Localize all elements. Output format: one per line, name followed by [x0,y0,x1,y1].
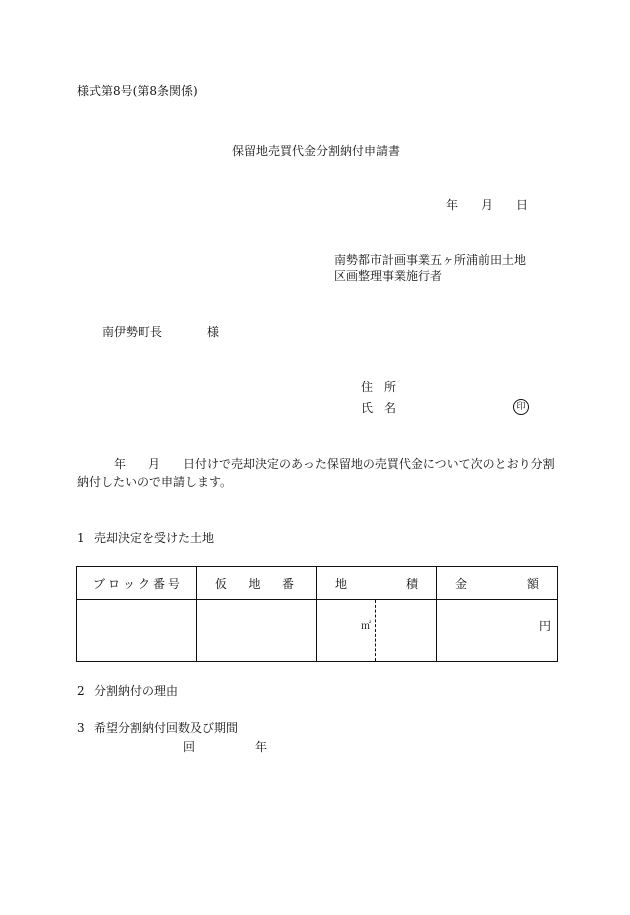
cell-amount[interactable] [437,600,558,662]
land-table [76,566,558,662]
section-3-times-unit: 回 [183,740,196,754]
header-block-number-char: ク [137,576,150,591]
address-label-2: 所 [384,380,397,394]
section-2-number: 2 [77,684,85,698]
cell-area[interactable] [317,600,437,662]
header-area-char: 地 [335,576,348,591]
header-block-number-char: 番 [152,576,165,591]
header-provisional-lot [197,567,317,600]
section-1-number: 1 [77,531,85,545]
cell-provisional-lot[interactable] [197,600,317,662]
section-3-title: 希望分割納付回数及び期間 [94,721,239,735]
header-amount-char: 額 [526,576,539,591]
address-label-1: 住 [361,380,374,394]
header-block-number-char: ッ [122,576,135,591]
header-area [317,567,437,600]
header-provisional-lot-char: 番 [281,576,294,591]
section-2-title: 分割納付の理由 [94,684,179,698]
header-amount [437,567,558,600]
recipient-name: 南伊勢町長 [102,325,163,339]
area-divider [375,600,376,661]
section-3-number: 3 [77,721,85,735]
name-label-2: 名 [384,401,397,415]
seal-mark: 印 [513,399,529,415]
body-year: 年 [114,457,127,471]
document-title: 保留地売買代金分割納付申請書 [232,144,401,158]
body-line-1: 日付けで売却決定のあった保留地の売買代金について次のとおり分割 [183,457,555,471]
header-block-number [77,567,197,600]
recipient-honorific: 様 [207,325,220,339]
amount-unit: 円 [538,619,551,633]
section-3-years-unit: 年 [255,740,268,754]
issuer-line-1: 南勢都市計画事業五ヶ所浦前田土地 [334,253,527,267]
body-month: 月 [148,457,161,471]
header-area-char: 積 [405,576,418,591]
header-amount-char: 金 [455,576,468,591]
header-block-number-char: ロ [107,576,120,591]
header-provisional-lot-char: 仮 [215,576,228,591]
body-line-2: 納付したいので申請します。 [77,475,233,489]
date-year: 年 [446,198,459,212]
land-table-header-row [77,567,558,600]
name-label-1: 氏 [361,401,374,415]
area-unit: ㎡ [361,621,371,632]
header-block-number-char: ブ [93,576,106,591]
land-table-row [77,600,558,662]
header-provisional-lot-char: 地 [248,576,261,591]
date-month: 月 [481,198,494,212]
header-block-number-char: 号 [167,576,180,591]
form-number: 様式第8号(第8条関係) [77,84,198,98]
section-1-title: 売却決定を受けた土地 [94,531,215,545]
cell-block-number[interactable] [77,600,197,662]
issuer-line-2: 区画整理事業施行者 [334,269,443,283]
date-day: 日 [516,198,529,212]
